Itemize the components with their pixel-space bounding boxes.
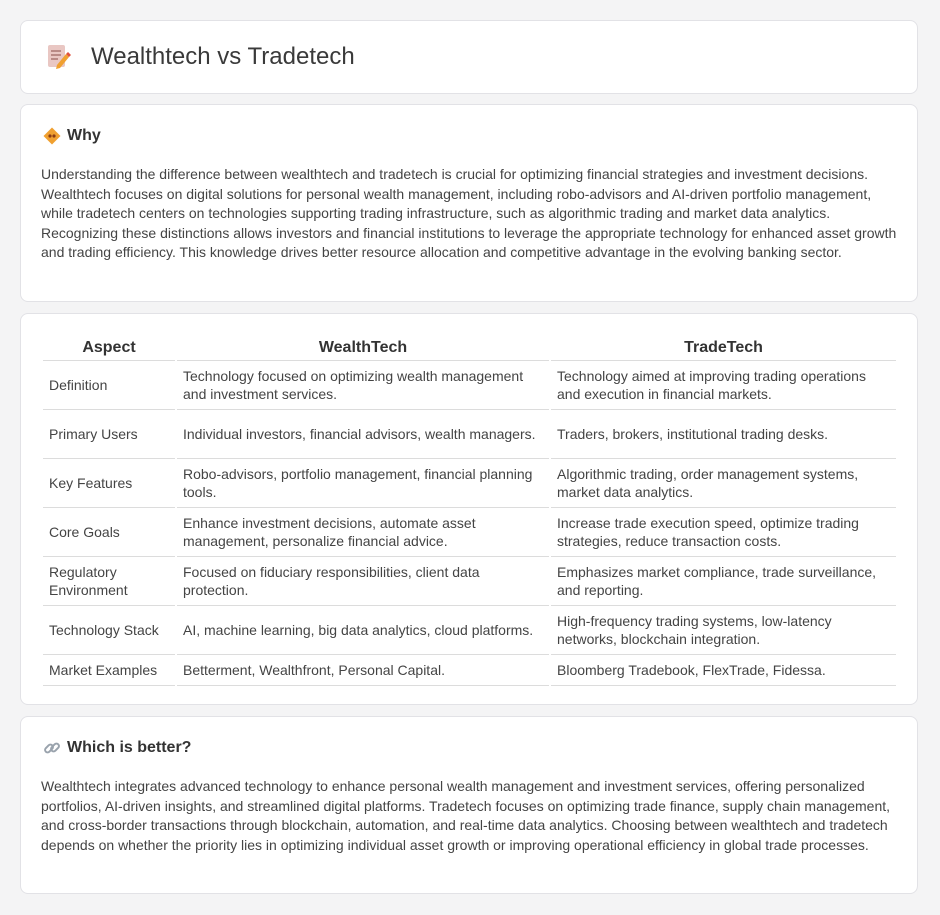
wealthtech-cell: Technology focused on optimizing wealth management and investment services.	[177, 361, 549, 410]
aspect-cell: Primary Users	[43, 410, 175, 459]
better-card	[20, 716, 918, 894]
better-text: Wealthtech integrates advanced technology to enhance personal wealth management and investment services, offering personalized portfolios, AI-driven insights, and streamlined digital platforms. Tradetech focuses on optimizing trade finance, supply chain management, and cross-border transactions through blockchain, automation, and real-time data analytics. Choosing between wealthtech and tradetech depends on whether the priority lies in optimizing individual asset growth or improving operational efficiency in global trade processes.	[41, 778, 891, 853]
table-row	[43, 410, 896, 459]
table-row	[43, 459, 896, 508]
aspect-cell: Key Features	[43, 459, 175, 508]
table-row	[43, 361, 896, 410]
title-row	[45, 43, 355, 71]
why-text: Understanding the difference between wealthtech and tradetech is crucial for optimizing financial strategies and investment decisions. Wealthtech focuses on digital solutions for personal wealth management, including robo-advisors and AI-driven portfolio management, while tradetech centers on technologies supporting trading infrastructure, such as algorithmic trading and market data analytics. Recognizing these distinctions allows investors and financial institutions to leverage the appropriate technology for enhanced asset growth and trading efficiency. This knowledge drives better resource allocation and competitive advantage in the evolving banking sector.	[41, 166, 897, 260]
table-row	[43, 557, 896, 606]
diamond-sign-icon	[43, 127, 61, 145]
table-header-row	[43, 334, 896, 361]
wealthtech-cell: AI, machine learning, big data analytics, cloud platforms.	[177, 606, 549, 655]
why-title: Why	[67, 127, 101, 144]
wealthtech-cell: Robo-advisors, portfolio management, financial planning tools.	[177, 459, 549, 508]
wealthtech-cell: Betterment, Wealthfront, Personal Capital.	[177, 655, 549, 686]
aspect-cell: Core Goals	[43, 508, 175, 557]
comparison-table	[41, 334, 898, 686]
wealthtech-cell: Focused on fiduciary responsibilities, client data protection.	[177, 557, 549, 606]
tradetech-cell: Traders, brokers, institutional trading desks.	[551, 410, 896, 459]
comparison-card	[20, 313, 918, 705]
table-row	[43, 655, 896, 686]
link-icon	[43, 739, 61, 757]
better-heading	[43, 739, 191, 757]
aspect-cell: Market Examples	[43, 655, 175, 686]
why-heading	[43, 127, 101, 145]
wealthtech-cell: Individual investors, financial advisors, wealth managers.	[177, 410, 549, 459]
header-tradetech: TradeTech	[551, 334, 896, 361]
tradetech-cell: Technology aimed at improving trading operations and execution in financial markets.	[551, 361, 896, 410]
header-wealthtech: WealthTech	[177, 334, 549, 361]
tradetech-cell: Emphasizes market compliance, trade surveillance, and reporting.	[551, 557, 896, 606]
document-pencil-icon	[45, 43, 71, 71]
better-title: Which is better?	[67, 739, 192, 756]
tradetech-cell: Increase trade execution speed, optimize trading strategies, reduce transaction costs.	[551, 508, 896, 557]
tradetech-cell: Bloomberg Tradebook, FlexTrade, Fidessa.	[551, 655, 896, 686]
header-aspect: Aspect	[43, 334, 175, 361]
aspect-cell: Definition	[43, 361, 175, 410]
aspect-cell: Regulatory Environment	[43, 557, 175, 606]
page-title: Wealthtech vs Tradetech	[91, 43, 355, 70]
tradetech-cell: Algorithmic trading, order management systems, market data analytics.	[551, 459, 896, 508]
tradetech-cell: High-frequency trading systems, low-latency networks, blockchain integration.	[551, 606, 896, 655]
wealthtech-cell: Enhance investment decisions, automate asset management, personalize financial advice.	[177, 508, 549, 557]
title-card	[20, 20, 918, 94]
table-row	[43, 508, 896, 557]
why-card	[20, 104, 918, 302]
aspect-cell: Technology Stack	[43, 606, 175, 655]
table-row	[43, 606, 896, 655]
